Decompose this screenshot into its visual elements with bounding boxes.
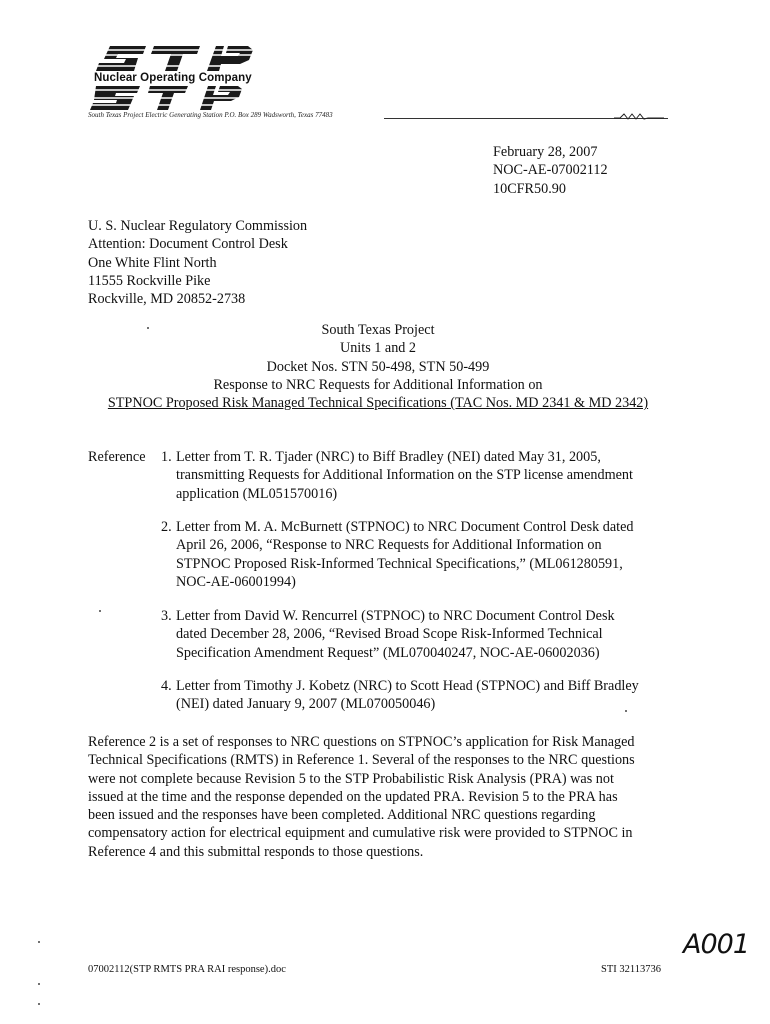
signature-squiggle: [614, 110, 664, 122]
letter-date: February 28, 2007: [493, 144, 598, 160]
reference-item: [176, 607, 672, 662]
reference-line: Specification Amendment Request” (ML070040247, NOC-AE-06002036): [176, 644, 600, 661]
reference-number: 4.: [161, 678, 172, 694]
body-line: Reference 2 is a set of responses to NRC questions on STPNOC’s application for Risk Managed: [88, 734, 635, 750]
body-line: Technical Specifications (RMTS) in Reference 1. Several of the responses to the NRC questions: [88, 752, 635, 769]
addressee-line: Rockville, MD 20852-2738: [88, 291, 246, 308]
subject-underlined-line: STPNOC Proposed Risk Managed Technical Specifications (TAC Nos. MD 2341 & MD 2342): [107, 395, 649, 412]
subject-line: South Texas Project: [321, 322, 435, 338]
body-line: issued at the time and the response depended on the updated PRA. Revision 5 to the PRA has: [88, 788, 618, 805]
addressee-line: Attention: Document Control Desk: [88, 236, 288, 253]
reference-line: NOC-AE-06001994): [176, 573, 296, 590]
subject-block: [88, 321, 668, 412]
scan-speck: [99, 610, 101, 612]
reference-item: [176, 448, 672, 503]
reference-line: Letter from David W. Rencurrel (STPNOC) to NRC Document Control Desk: [176, 608, 615, 624]
scan-speck: [38, 983, 40, 985]
addressee-block: [88, 217, 307, 308]
reference-label: Reference: [88, 449, 146, 465]
regulation-reference: 10CFR50.90: [493, 180, 566, 197]
scan-speck: [625, 710, 627, 712]
letterhead-address: South Texas Project Electric Generating Station P.O. Box 289 Wadsworth, Texas 77483: [88, 111, 333, 119]
reference-item: [176, 518, 672, 591]
scan-speck: [147, 327, 149, 329]
addressee-line: 11555 Rockville Pike: [88, 272, 211, 289]
reference-line: Letter from Timothy J. Kobetz (NRC) to Scott Head (STPNOC) and Biff Bradley: [176, 678, 639, 694]
reference-line: April 26, 2006, “Response to NRC Requests for Additional Information on: [176, 537, 602, 554]
date-block: [493, 143, 608, 198]
document-number: NOC-AE-07002112: [493, 162, 608, 179]
body-line: compensatory action for electrical equipment and cumulative risk were provided to STPNOC in: [88, 825, 633, 842]
reference-line: STPNOC Proposed Risk-Informed Technical Specifications,” (ML061280591,: [176, 555, 623, 572]
reference-line: dated December 28, 2006, “Revised Broad Scope Risk-Informed Technical: [176, 626, 603, 643]
body-line: been issued and the responses have been completed. Additional NRC questions regarding: [88, 807, 596, 824]
reference-line: (NEI) dated January 9, 2007 (ML070050046): [176, 696, 436, 713]
reference-line: Letter from T. R. Tjader (NRC) to Biff Bradley (NEI) dated May 31, 2005,: [176, 449, 601, 465]
reference-line: Letter from M. A. McBurnett (STPNOC) to NRC Document Control Desk dated: [176, 519, 634, 535]
handwritten-code: A001: [683, 929, 750, 960]
body-paragraph: [88, 733, 673, 861]
reference-line: application (ML051570016): [176, 485, 338, 502]
reference-number: 1.: [161, 449, 172, 465]
footer-sti-number: STI 32113736: [601, 964, 661, 975]
body-line: were not complete because Revision 5 to the STP Probabilistic Risk Analysis (PRA) was not: [88, 770, 614, 787]
subject-line: Response to NRC Requests for Additional Information on: [213, 376, 543, 393]
subject-line: Units 1 and 2: [339, 340, 417, 357]
addressee-line: One White Flint North: [88, 254, 217, 271]
footer-file-name: 07002112(STP RMTS PRA RAI response).doc: [88, 964, 286, 975]
reference-item: [176, 677, 672, 714]
reference-number: 3.: [161, 608, 172, 624]
reference-number: 2.: [161, 519, 172, 535]
company-name: Nuclear Operating Company: [94, 72, 252, 84]
body-line: Reference 4 and this submittal responds to those questions.: [88, 843, 424, 860]
scan-speck: [38, 1003, 40, 1005]
reference-line: transmitting Requests for Additional Information on the STP license amendment: [176, 467, 633, 484]
addressee-line: U. S. Nuclear Regulatory Commission: [88, 218, 308, 234]
subject-line: Docket Nos. STN 50-498, STN 50-499: [266, 358, 490, 375]
scan-speck: [38, 941, 40, 943]
